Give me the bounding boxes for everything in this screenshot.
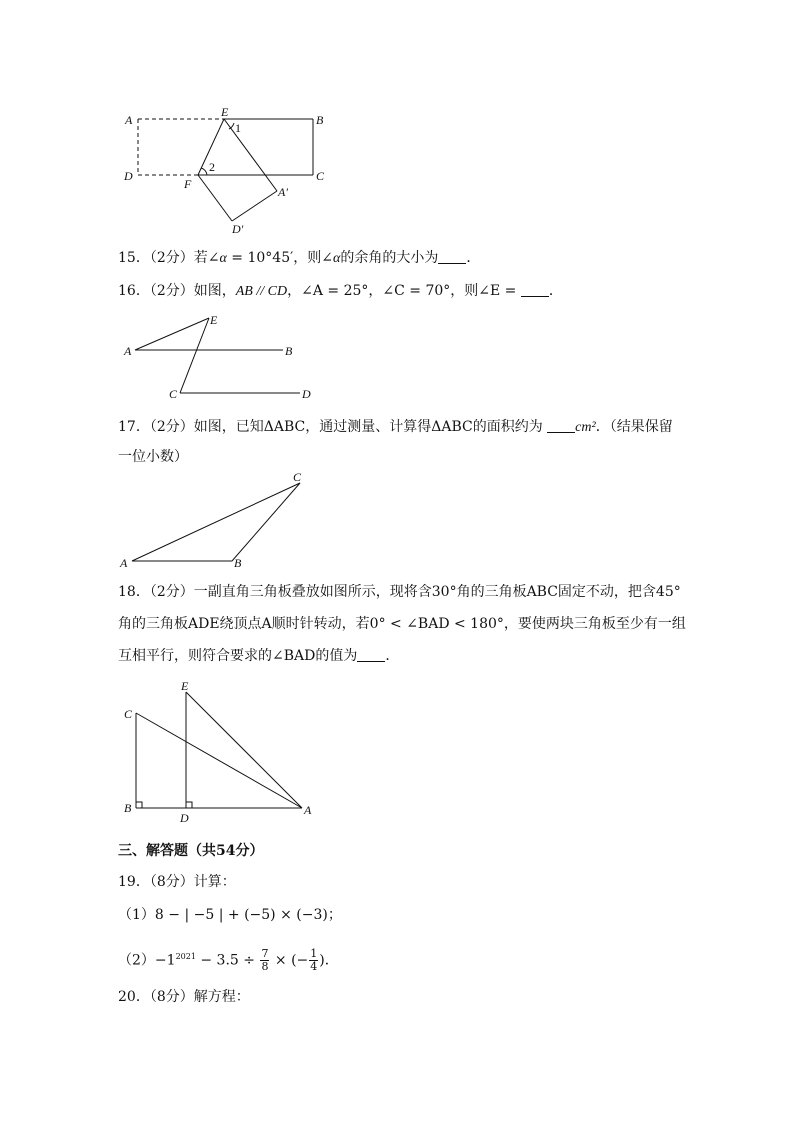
line-ca (136, 713, 302, 808)
q15-text-c: 的余角的大小为 (340, 250, 439, 266)
label-d: D (180, 811, 189, 825)
q15-text-a: 若∠ (193, 250, 220, 266)
q16-text-b: ，∠A = 25°，∠C = 70°，则∠E = (287, 283, 521, 299)
q20-text: 解方程： (193, 989, 250, 1005)
label-e: E (181, 679, 189, 693)
q18-line1: 一副直角三角板叠放如图所示，现将含30°角的三角板ABC固定不动，把含45° (193, 584, 681, 600)
fraction-1-4 (309, 948, 318, 973)
label-f: F (184, 177, 192, 191)
q19-part2-d: ) (319, 952, 325, 969)
right-angle-d (186, 802, 192, 808)
label-1: 1 (235, 121, 241, 135)
q17-points: （2分） (149, 419, 194, 435)
q18-line2: 角的三角板ADE绕顶点A顺时针转动，若0° < ∠BAD < 180°，要使两块三角板至少有一组 (118, 616, 686, 632)
q19-points: （8分） (149, 874, 194, 890)
q18-points: （2分） (149, 584, 194, 600)
frac2-num: 1 (310, 947, 318, 961)
question-20 (118, 987, 250, 1007)
label-a: A (120, 556, 128, 570)
q19-part2-end: ． (324, 952, 339, 969)
label-c: C (169, 387, 178, 401)
q15-alpha: α (219, 251, 227, 266)
q19-part1-expr: 8 − | −5 | + (−5) × (−3) (154, 907, 328, 923)
q16-number: 16． (118, 283, 150, 299)
q17-text-a: 如图，已知ΔABC，通过测量、计算得ΔABC的面积约为 (193, 419, 548, 435)
question-19-part1 (118, 905, 342, 925)
q19-part2-label: （2） (118, 952, 155, 969)
q18-number: 18． (118, 584, 150, 600)
label-c: C (293, 470, 302, 484)
section-3-heading (118, 841, 263, 861)
label-c: C (124, 707, 133, 721)
label-a: A (304, 803, 312, 817)
q17-unit: cm² (575, 420, 596, 435)
label-a: A (124, 344, 132, 358)
label-c: C (316, 169, 325, 183)
q15-points: （2分） (149, 250, 194, 266)
q19-part2-c: × (− (270, 952, 309, 969)
q19-number: 19． (118, 874, 150, 890)
frac1-num: 7 (261, 947, 269, 961)
label-b: B (124, 801, 132, 815)
label-b: B (285, 344, 293, 358)
question-19-part2 (118, 942, 339, 976)
fraction-7-8 (260, 948, 269, 973)
label-a: A (125, 113, 133, 127)
q17-line2: 一位小数） (118, 449, 188, 465)
frac2-den: 4 (310, 960, 318, 974)
q17-number: 17． (118, 419, 150, 435)
q17-text-b: ．（结果保留 (595, 419, 673, 435)
label-d: D (124, 169, 133, 183)
q19-part1-label: （1） (118, 907, 155, 923)
q15-text-b: = 10°45′，则∠ (226, 250, 334, 266)
label-d-prime: D′ (232, 222, 244, 236)
q19-part1-end: ； (327, 907, 342, 923)
q16-points: （2分） (149, 283, 194, 299)
label-a-prime: A′ (278, 185, 288, 199)
q16-parallel: AB // CD (235, 284, 288, 299)
label-e: E (221, 105, 229, 119)
question-19 (118, 872, 236, 892)
q19-part2-exp: 2021 (175, 952, 196, 961)
label-2: 2 (209, 160, 215, 174)
q19-part2-b: − 3.5 ÷ (195, 952, 260, 969)
q18-end: ． (385, 648, 400, 664)
right-angle-b (136, 802, 142, 808)
q16-end: ． (548, 283, 563, 299)
section-3-title: 三、解答题（共54分） (118, 843, 264, 859)
q20-points: （8分） (149, 989, 194, 1005)
q19-part2-a: −1 (154, 952, 176, 969)
label-e: E (210, 313, 218, 327)
frac1-den: 8 (261, 960, 269, 974)
line-ea (186, 692, 302, 808)
q15-end: ． (466, 250, 481, 266)
q16-text-a: 如图， (193, 283, 236, 299)
q19-text: 计算： (193, 874, 236, 890)
q18-line3: 互相平行，则符合要求的∠BAD的值为 (118, 648, 358, 664)
q15-alpha-2: α (333, 251, 341, 266)
label-d: D (302, 387, 311, 401)
label-b: B (316, 113, 324, 127)
label-b: B (234, 556, 242, 570)
q15-number: 15． (118, 250, 150, 266)
q20-number: 20． (118, 989, 150, 1005)
